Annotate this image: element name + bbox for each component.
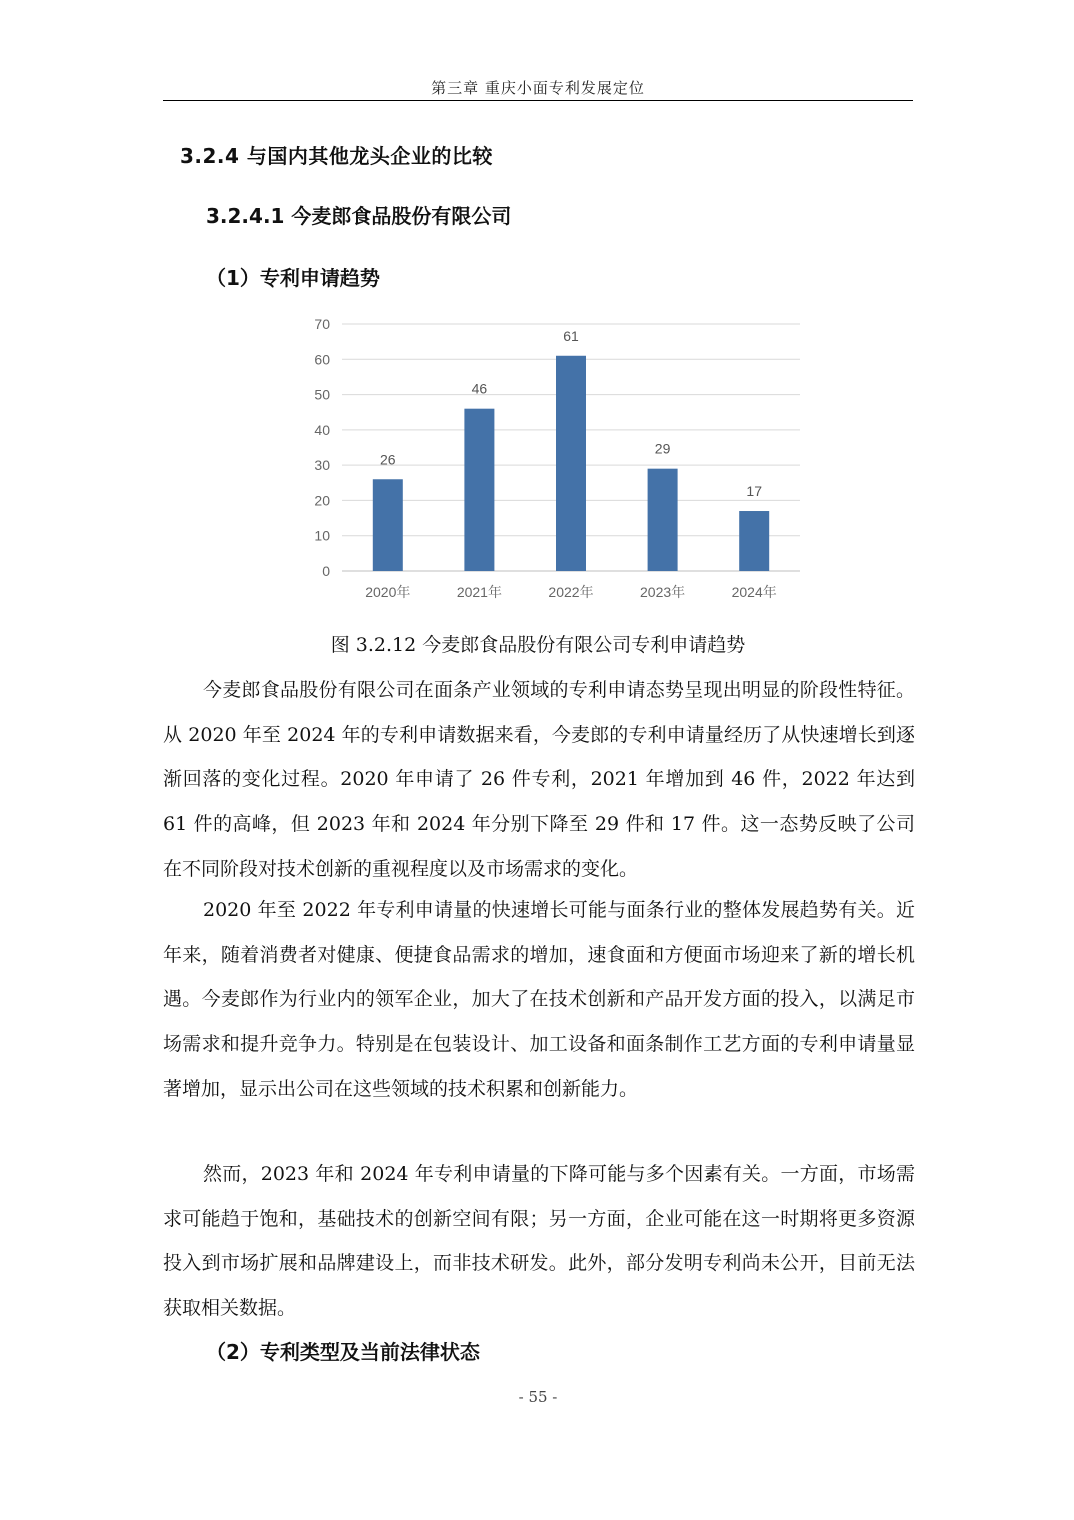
y-tick-label: 20 [314,492,330,509]
paragraph-3: 然而，2023 年和 2024 年专利申请量的下降可能与多个因素有关。一方面，市场需求可能趋于饱和，基础技术的创新空间有限；另一方面，企业可能在这一时期将更多资源投入到市场扩展和品牌建设上，而非技术研发。此外，部分发明专利尚未公开，目前无法获取相关数据。 [163,1163,915,1320]
patent-trend-chart [300,310,820,610]
x-tick-label: 2023年 [640,584,686,600]
topic-heading-2: （2）专利类型及当前法律状态 [206,1340,480,1364]
page-number: - 55 - [518,1388,558,1406]
topic-heading-1: （1）专利申请趋势 [206,266,380,290]
header-rule [163,100,913,101]
y-tick-label: 70 [314,316,330,332]
x-tick-label: 2021年 [456,584,502,600]
subsection-heading: 3.2.4.1 今麦郎食品股份有限公司 [206,204,512,228]
data-label: 46 [471,380,488,397]
section-heading: 3.2.4 与国内其他龙头企业的比较 [180,144,493,168]
bar [464,409,494,571]
paragraph-2: 2020 年至 2022 年专利申请量的快速增长可能与面条行业的整体发展趋势有关。近年来，随着消费者对健康、便捷食品需求的增加，速食面和方便面市场迎来了新的增长机遇。今麦郎作为行业内的领军企业，加大了在技术创新和产品开发方面的投入，以满足市场需求和提升竞争力。特别是在包装设计、加工设备和面条制作工艺方面的专利申请量显著增加，显示出公司在这些领域的技术积累和创新能力。 [163,899,915,1100]
data-label: 61 [563,327,579,344]
data-label: 26 [380,451,396,468]
bar [739,511,769,571]
figure-caption: 图 3.2.12 今麦郎食品股份有限公司专利申请趋势 [330,634,746,656]
y-tick-label: 60 [314,351,330,368]
bar [556,356,586,571]
y-tick-label: 10 [314,527,330,544]
bar [648,469,678,571]
x-tick-label: 2022年 [548,584,594,600]
paragraph-1: 今麦郎食品股份有限公司在面条产业领域的专利申请态势呈现出明显的阶段性特征。从 2020 年至 2024 年的专利申请数据来看，今麦郎的专利申请量经历了从快速增长到逐渐回落的变化过程。2020 年申请了 26 件专利，2021 年增加到 46 件，2022 年达到 61 件的高峰，但 2023 年和 2024 年分别下降至 29 件和 17 件。这一态势反映了公司在不同阶段对技术创新的重视程度以及市场需求的变化。 [163,679,915,880]
y-tick-label: 40 [314,421,330,438]
data-label: 17 [746,483,762,500]
data-label: 29 [654,440,671,457]
running-header: 第三章 重庆小面专利发展定位 [431,79,645,97]
x-tick-label: 2024年 [731,584,777,600]
y-tick-label: 0 [322,563,330,579]
y-tick-label: 50 [314,386,330,403]
bar [373,479,403,571]
y-tick-label: 30 [314,457,330,474]
x-tick-label: 2020年 [365,584,411,600]
